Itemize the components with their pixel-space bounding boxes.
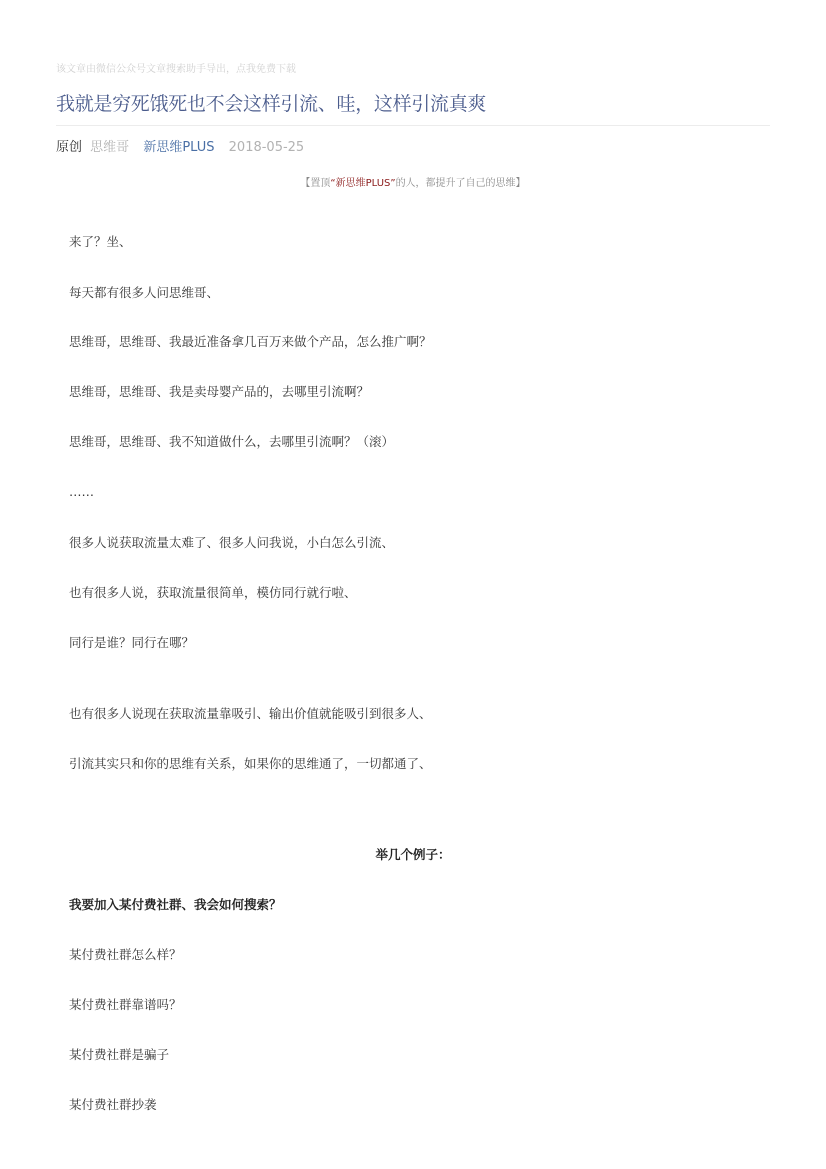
paragraph: 思维哥，思维哥、我是卖母婴产品的，去哪里引流啊？	[69, 384, 370, 399]
article-meta	[56, 139, 304, 157]
paragraph: 每天都有很多人问思维哥、	[69, 285, 220, 300]
article-title: 我就是穷死饿死也不会这样引流、哇，这样引流真爽	[56, 93, 487, 115]
title-divider	[56, 125, 770, 126]
search-query-item: 某付费社群靠谱吗？	[69, 997, 182, 1012]
pin-prefix: 【置顶	[300, 178, 331, 189]
search-query-item: 某付费社群怎么样？	[69, 947, 182, 962]
search-query-item: 某付费社群是骗子	[69, 1047, 170, 1062]
paragraph: 思维哥，思维哥、我不知道做什么，去哪里引流啊？（滚）	[69, 434, 395, 449]
example-heading: 举几个例子：	[375, 847, 451, 862]
export-notice-link[interactable]: 该文章由微信公众号文章搜索助手导出，点我免费下载	[56, 64, 296, 75]
original-label: 原创	[56, 140, 83, 155]
paragraph: 同行是谁？同行在哪？	[69, 635, 195, 650]
pin-highlight: “新思维PLUS”	[330, 178, 396, 189]
account-link[interactable]: 新思维PLUS	[143, 140, 215, 155]
author-name: 思维哥	[90, 140, 130, 155]
paragraph: 也有很多人说现在获取流量靠吸引、输出价值就能吸引到很多人、	[69, 706, 432, 721]
pin-suffix: 的人，都提升了自己的思维】	[395, 178, 526, 189]
paragraph: 很多人说获取流量太难了、很多人问我说，小白怎么引流、	[69, 535, 395, 550]
publish-date: 2018-05-25	[228, 140, 305, 155]
paragraph: ……	[69, 484, 94, 499]
search-question: 我要加入某付费社群、我会如何搜索？	[69, 897, 282, 912]
search-query-item: 某付费社群抄袭	[69, 1097, 157, 1112]
pin-notice	[0, 177, 826, 191]
paragraph: 引流其实只和你的思维有关系，如果你的思维通了，一切都通了、	[69, 756, 432, 771]
paragraph: 思维哥，思维哥、我最近准备拿几百万来做个产品，怎么推广啊？	[69, 334, 432, 349]
paragraph: 也有很多人说，获取流量很简单，模仿同行就行啦、	[69, 585, 357, 600]
paragraph: 来了？坐、	[69, 234, 132, 249]
